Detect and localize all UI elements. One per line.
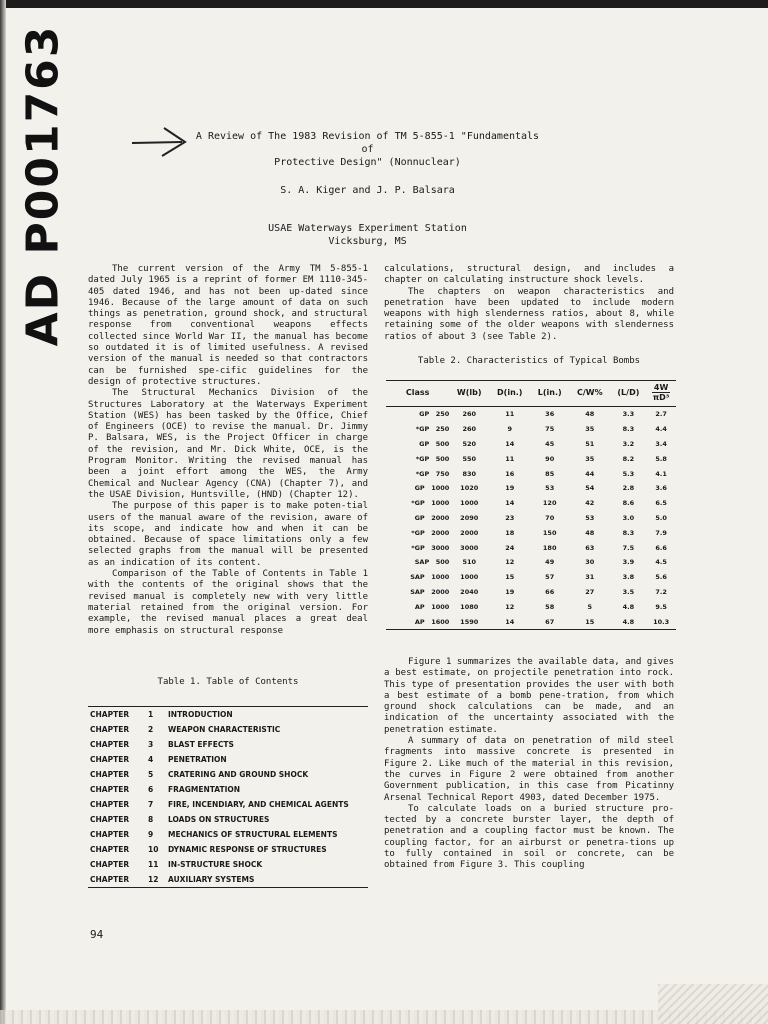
toc-row (88, 857, 368, 872)
table-cell: 35 (585, 425, 595, 434)
table-cell (386, 422, 449, 437)
table-cell-nominal-weight: 1000 (431, 484, 450, 493)
toc-row (88, 812, 368, 827)
toc-row (88, 722, 368, 737)
density-denominator: πD³ (652, 393, 670, 402)
table-cell-class: GP (419, 410, 430, 419)
body-paragraph: The current version of the Army TM 5-855-1 dated July 1965 is a reprint of former EM 1110-345-405 dated 1946, and has not been up-dated since 1946. Because of the large amount of data on such things as penetration, ground shock, and structural response from conventional weapons effects collected since World War II, the manual has become so outdated it is of limited usefulness. A revised version of the manual is needed so that contractors can be furnished spe-cific guidelines for the design of protective structures. (88, 264, 368, 387)
page-number: 94 (90, 928, 104, 941)
table-cell (386, 525, 449, 540)
table-cell: 57 (545, 573, 555, 582)
table-cell: 8.2 (622, 454, 635, 463)
toc-body (88, 707, 368, 888)
table-cell (386, 585, 449, 600)
toc-row (88, 707, 368, 723)
table-row (386, 585, 676, 600)
table-cell: 180 (542, 543, 557, 552)
table-cell: 18 (505, 528, 515, 537)
toc-chapter-label: CHAPTER (90, 710, 130, 719)
table-header: L(in.) (530, 381, 569, 407)
table-cell: 48 (585, 528, 595, 537)
body-paragraph: The chapters on weapon characteristics and penetration have been updated to include modern weapons with high slenderness ratios, about 8, while retaining some of the older weapons with slenderness ratios of about 3 (see Table 2). (384, 286, 674, 342)
table-cell: 75 (545, 425, 555, 434)
table-cell-nominal-weight: 2000 (431, 513, 450, 522)
toc-chapter-number: 4 (148, 755, 154, 764)
table-cell: 51 (585, 439, 595, 448)
table-cell (386, 481, 449, 496)
table-cell: 550 (462, 454, 477, 463)
toc-chapter-number: 8 (148, 815, 154, 824)
table-cell: 10.3 (646, 614, 676, 629)
table-cell: 9 (507, 425, 513, 434)
table-cell: 85 (545, 469, 555, 478)
table-cell-class: AP (414, 602, 425, 611)
table-cell-class: GP (414, 484, 425, 493)
table-cell: 12 (505, 602, 515, 611)
title-line: A Review of The 1983 Revision of TM 5-855-1 "Fundamentals of (195, 131, 540, 155)
table-cell: 3.2 (622, 439, 635, 448)
table-cell: 4.4 (655, 425, 667, 434)
toc-chapter-title: BLAST EFFECTS (168, 740, 234, 749)
toc-chapter-title: WEAPON CHARACTERISTIC (168, 725, 281, 734)
table-cell: 31 (585, 573, 595, 582)
table-cell: 14 (505, 499, 515, 508)
toc-chapter-title: INTRODUCTION (168, 710, 233, 719)
affiliation-line: USAE Waterways Experiment Station (268, 223, 467, 234)
table-cell: 5.6 (655, 573, 667, 582)
table-cell: 1000 (460, 499, 479, 508)
table-cell: 3.3 (622, 410, 635, 419)
table-cell: 7.2 (655, 587, 667, 596)
table-cell-nominal-weight: 1000 (431, 573, 450, 582)
table-cell: 48 (585, 410, 595, 419)
bomb-characteristics-table (386, 380, 676, 630)
table-cell: 15 (569, 614, 611, 629)
toc-chapter-number: 10 (148, 845, 159, 854)
body-paragraph: Figure 1 summarizes the available data, and gives a best estimate, on projectile penetration into rock. This type of presentation provides the user with both a best estimate of a bomb pene-tration, from which ground shock calculations can be made, and an indication of the uncertainty associated with the penetration estimate. (384, 657, 674, 735)
table-row (386, 437, 676, 452)
table-cell: 2090 (460, 513, 479, 522)
toc-chapter-label: CHAPTER (90, 860, 130, 869)
table-cell: 1020 (460, 484, 479, 493)
toc-row (88, 797, 368, 812)
table-cell: 53 (545, 484, 555, 493)
toc-chapter-title: IN-STRUCTURE SHOCK (168, 860, 263, 869)
table-cell-class: SAP (414, 558, 430, 567)
document-accession-number (8, 24, 78, 346)
table-cell: 8.6 (622, 499, 635, 508)
table-cell: 7.5 (622, 543, 635, 552)
table-cell: 66 (545, 587, 555, 596)
table-cell (386, 466, 449, 481)
table-cell-nominal-weight: 250 (435, 410, 450, 419)
title-line: Protective Design" (Nonnuclear) (274, 157, 461, 168)
table-header: C/W% (569, 381, 611, 407)
toc-chapter-number: 3 (148, 740, 154, 749)
table-cell: 260 (462, 410, 477, 419)
table-of-contents (88, 706, 368, 888)
table-cell: 12 (505, 558, 515, 567)
accession-number-text: AD P001763 (17, 24, 69, 346)
table-cell: 23 (505, 513, 515, 522)
right-column-bottom-text (384, 657, 674, 872)
table-cell-class: SAP (410, 573, 425, 582)
table-cell (386, 407, 449, 422)
body-paragraph: A summary of data on penetration of mild steel fragments into massive concrete is presented in Figure 2. Like much of the material in this revision, the curves in Figure 2 were obtained from another Government publication, in this case from Picatinny Arsenal Technical Report 4903, dated December 1975. (384, 736, 674, 803)
table-row (386, 614, 676, 629)
table-cell: 53 (585, 513, 595, 522)
table-cell: 19 (505, 484, 515, 493)
table-cell: 7.9 (655, 528, 667, 537)
table-cell: 2.8 (622, 484, 635, 493)
toc-chapter-number: 9 (148, 830, 154, 839)
toc-chapter-label: CHAPTER (90, 800, 130, 809)
table-cell: 3.5 (622, 587, 635, 596)
table-cell: 11 (505, 410, 515, 419)
table-cell-class: *GP (415, 454, 430, 463)
table-cell: 19 (505, 587, 515, 596)
toc-chapter-label: CHAPTER (90, 725, 130, 734)
toc-chapter-label: CHAPTER (90, 875, 130, 884)
table-row (386, 540, 676, 555)
table-cell (386, 614, 449, 629)
table-cell: 3.4 (655, 439, 667, 448)
table-cell-nominal-weight: 500 (435, 439, 450, 448)
toc-chapter-label: CHAPTER (90, 815, 130, 824)
scan-top-edge (0, 0, 768, 8)
table-cell: 2040 (460, 587, 479, 596)
table-header: W(lb) (449, 381, 489, 407)
table-cell: 5.0 (655, 513, 667, 522)
toc-chapter-label: CHAPTER (90, 770, 130, 779)
table-cell: 11 (505, 454, 515, 463)
table1-caption: Table 1. Table of Contents (157, 677, 299, 687)
table-cell-class: GP (414, 513, 425, 522)
table-cell: 4.5 (655, 558, 667, 567)
table-cell: 58 (545, 602, 555, 611)
affiliation-line: Vicksburg, MS (328, 236, 407, 247)
toc-chapter-title: FRAGMENTATION (168, 785, 241, 794)
table-cell: 8.3 (622, 528, 635, 537)
body-paragraph: To calculate loads on a buried structure pro-tected by a concrete burster layer, the depth of penetration and a coupling factor must be known. The coupling factor, for an airburst or penetra-tions up to fully contained in soil or concrete, can be obtained from Figure 3. This coupling (384, 803, 674, 871)
table-cell-class: AP (414, 617, 425, 626)
table-cell: 24 (505, 543, 515, 552)
table-cell (386, 570, 449, 585)
table-cell-nominal-weight: 2000 (431, 587, 450, 596)
toc-row (88, 737, 368, 752)
table-cell (386, 555, 449, 570)
table-cell: 260 (462, 425, 477, 434)
toc-chapter-label: CHAPTER (90, 740, 130, 749)
table-cell-nominal-weight: 750 (435, 469, 450, 478)
table-cell: 4.8 (622, 602, 635, 611)
table-cell: 1080 (460, 602, 479, 611)
toc-chapter-title: FIRE, INCENDIARY, AND CHEMICAL AGENTS (168, 800, 349, 809)
table-row (386, 466, 676, 481)
toc-chapter-title: PENETRATION (168, 755, 227, 764)
toc-chapter-number: 12 (148, 875, 159, 884)
table-cell: 1000 (460, 573, 479, 582)
table-cell: 42 (585, 499, 595, 508)
table-cell: 3.8 (622, 573, 635, 582)
table-cell (386, 540, 449, 555)
table-cell (386, 599, 449, 614)
body-paragraph: Comparison of the Table of Contents in Table 1 with the contents of the original shows that the revised manual is completely new with very little material retained from the original version. For example, the revised manual places a great deal more emphasis on structural response (88, 569, 368, 636)
table-cell: 3.6 (655, 484, 667, 493)
author-affiliation (195, 222, 540, 248)
table-row (386, 481, 676, 496)
table-cell: 120 (542, 499, 557, 508)
handwritten-arrow-icon (130, 122, 190, 162)
table-cell-nominal-weight: 500 (435, 454, 450, 463)
table-cell: 4.8 (611, 614, 647, 629)
toc-row (88, 752, 368, 767)
toc-row (88, 767, 368, 782)
toc-chapter-label: CHAPTER (90, 830, 130, 839)
table-cell: 27 (585, 587, 595, 596)
table-cell: 49 (545, 558, 555, 567)
paper-authors: S. A. Kiger and J. P. Balsara (280, 185, 455, 196)
table-row (386, 422, 676, 437)
table-row (386, 525, 676, 540)
table-cell (386, 511, 449, 526)
table-cell (386, 451, 449, 466)
table-row (386, 496, 676, 511)
table-cell: 90 (545, 454, 555, 463)
table-cell: 5.8 (655, 454, 667, 463)
scan-artifact-bottom (0, 1010, 768, 1024)
scan-artifact-corner (658, 984, 768, 1024)
toc-row (88, 872, 368, 888)
table-cell: 6.5 (655, 499, 667, 508)
table-cell-class: *GP (411, 499, 425, 508)
table-cell: 3000 (460, 543, 479, 552)
table-cell: 830 (462, 469, 477, 478)
table-cell-class: *GP (415, 425, 430, 434)
table-cell-class: GP (419, 439, 430, 448)
density-numerator: 4W (653, 383, 669, 392)
table-cell-class: *GP (415, 469, 430, 478)
table-cell-nominal-weight: 1000 (431, 602, 450, 611)
table-cell: 3.0 (622, 513, 635, 522)
toc-chapter-title: LOADS ON STRUCTURES (168, 815, 270, 824)
table-cell: 45 (545, 439, 555, 448)
table-cell: 510 (462, 558, 477, 567)
toc-row (88, 782, 368, 797)
table-cell-nominal-weight: 3000 (431, 543, 450, 552)
table-row (386, 451, 676, 466)
table-cell: 2000 (460, 528, 479, 537)
table-cell: 67 (530, 614, 569, 629)
toc-chapter-number: 7 (148, 800, 154, 809)
toc-chapter-label: CHAPTER (90, 785, 130, 794)
table-cell: 30 (585, 558, 595, 567)
table-cell-class: *GP (411, 528, 425, 537)
table-row (386, 407, 676, 422)
table-cell: 150 (542, 528, 557, 537)
toc-chapter-number: 1 (148, 710, 154, 719)
table-cell: 35 (585, 454, 595, 463)
table-cell-nominal-weight: 500 (435, 558, 450, 567)
table-header: D(in.) (489, 381, 530, 407)
table-header: Class (386, 381, 449, 407)
table-cell-nominal-weight: 1000 (431, 499, 450, 508)
paper-title (195, 130, 540, 169)
table-cell: 8.3 (622, 425, 635, 434)
table-cell: 3.9 (622, 558, 635, 567)
table-row (386, 555, 676, 570)
table-cell: 9.5 (655, 602, 667, 611)
table-cell: 5 (587, 602, 593, 611)
toc-chapter-number: 6 (148, 785, 154, 794)
toc-chapter-label: CHAPTER (90, 755, 130, 764)
table-header: (L/D) (611, 381, 647, 407)
table-header-density (646, 381, 676, 407)
toc-chapter-number: 5 (148, 770, 154, 779)
toc-chapter-number: 11 (148, 860, 159, 869)
table-cell: 2.7 (655, 410, 667, 419)
table-cell: 70 (545, 513, 555, 522)
table-cell-class: SAP (410, 587, 425, 596)
table-cell: 14 (505, 439, 515, 448)
table-cell: 16 (505, 469, 515, 478)
body-paragraph: calculations, structural design, and includes a chapter on calculating instructure shock levels. (384, 264, 674, 286)
toc-row (88, 827, 368, 842)
body-paragraph: The Structural Mechanics Division of the Structures Laboratory at the Waterways Experiment Station (WES) has been tasked by the Office, Chief of Engineers (OCE) to revise the manual. Dr. Jimmy P. Balsara, WES, is the Project Officer in charge of the revision, and Mr. Dick White, OCE, is the Program Monitor. Writing the revised manual has been a joint effort among the WES, the Army Chemical and Nuclear Agency (CNA) (Chapter 7), and the USAE Division, Huntsville, (HND) (Chapter 12). (88, 388, 368, 500)
table-cell: 6.6 (655, 543, 667, 552)
table-cell: 520 (462, 439, 477, 448)
table-cell-nominal-weight: 250 (435, 425, 450, 434)
table-row (386, 570, 676, 585)
table-cell: 5.3 (622, 469, 635, 478)
table-cell: 36 (545, 410, 555, 419)
table-cell: 54 (585, 484, 595, 493)
table-cell-nominal-weight: 2000 (431, 528, 450, 537)
table2-caption: Table 2. Characteristics of Typical Bombs (417, 356, 641, 366)
table-row (386, 599, 676, 614)
scan-left-edge (0, 0, 6, 1024)
table-cell (386, 496, 449, 511)
table-cell-class: *GP (411, 543, 425, 552)
table-cell: 14 (489, 614, 530, 629)
table2-body (386, 407, 676, 630)
table-cell: 15 (505, 573, 515, 582)
table-row (386, 511, 676, 526)
toc-chapter-label: CHAPTER (90, 845, 130, 854)
table-cell-nominal-weight: 1600 (431, 617, 450, 626)
table-cell (386, 437, 449, 452)
table-cell: 4.1 (655, 469, 667, 478)
table-cell: 1590 (449, 614, 489, 629)
toc-chapter-title: AUXILIARY SYSTEMS (168, 875, 255, 884)
body-paragraph: The purpose of this paper is to make poten-tial users of the manual aware of the revision, aware of its scope, and indicate how and when it can be obtained. Because of space limitations only a few selected graphs from the manual will be presented as an indication of its content. (88, 501, 368, 568)
right-column-top-text (384, 264, 674, 343)
toc-chapter-title: DYNAMIC RESPONSE OF STRUCTURES (168, 845, 327, 854)
toc-row (88, 842, 368, 857)
toc-chapter-title: CRATERING AND GROUND SHOCK (168, 770, 309, 779)
toc-chapter-number: 2 (148, 725, 154, 734)
table-cell: 63 (585, 543, 595, 552)
left-column-text (88, 264, 368, 637)
table-cell: 44 (585, 469, 595, 478)
toc-chapter-title: MECHANICS OF STRUCTURAL ELEMENTS (168, 830, 338, 839)
